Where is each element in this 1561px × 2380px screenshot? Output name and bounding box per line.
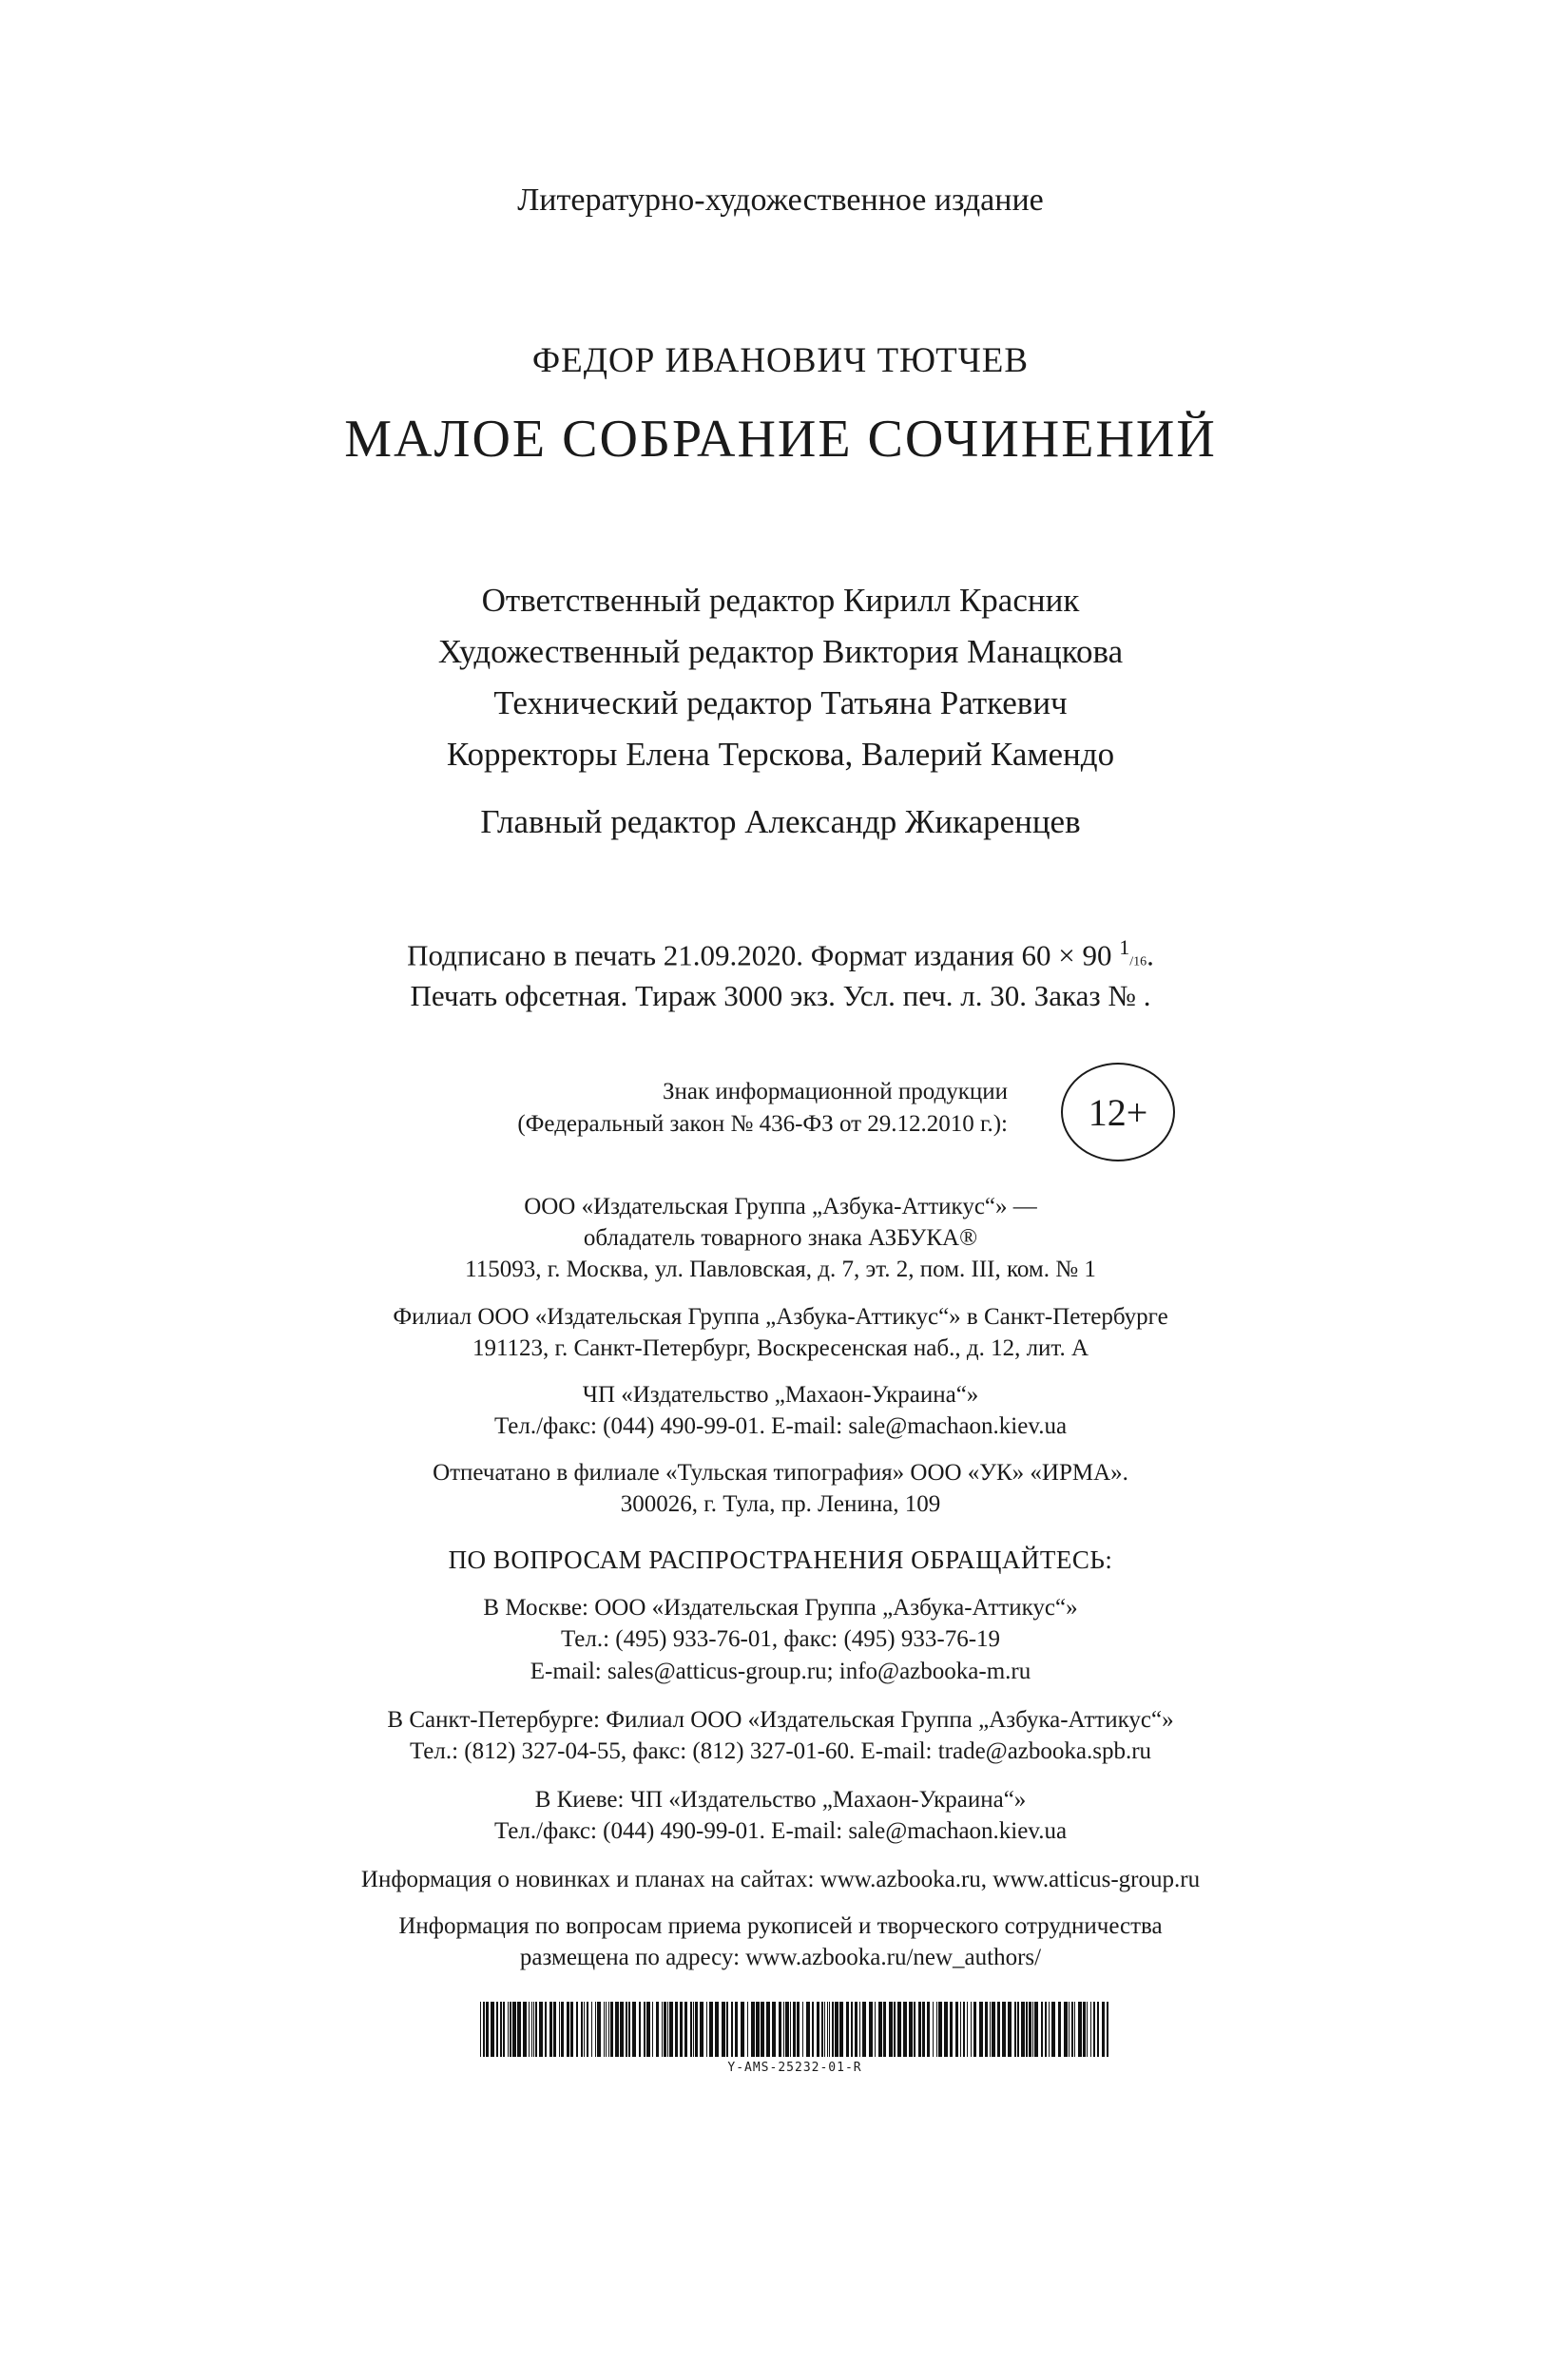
barcode-bar [914,2002,915,2057]
barcode-bar [684,2002,687,2057]
barcode-bar [997,2002,1000,2057]
barcode-bar [933,2002,934,2057]
format-fraction-denominator: /16 [1129,954,1147,969]
barcode-bar [918,2002,921,2057]
barcode-bar [576,2002,578,2057]
trademark-owner: обладатель товарного знака АЗБУКА® [583,1225,978,1251]
barcode-bar [664,2002,666,2057]
proofreaders: Корректоры Елена Терскова, Валерий Камендо [446,736,1115,773]
barcode-bar [1083,2002,1086,2057]
barcode-bar [756,2002,760,2057]
barcode-bar [486,2002,489,2057]
websites-info: Информация о новинках и планах на сайтах: www.azbooka.ru, www.atticus-group.ru [360,1867,1201,1892]
barcode-bar [1026,2002,1028,2057]
barcode-bar [620,2002,624,2057]
barcode-bar [1002,2002,1006,2057]
barcode-bar [517,2002,521,2057]
barcode-bar [903,2002,907,2057]
edition-genre: Литературно-художественное издание [517,182,1044,218]
manuscripts-info: Информация по вопросам приема рукописей и творческого сотрудничества [398,1913,1163,1939]
barcode-bar [1090,2002,1091,2057]
barcode-bar [741,2002,744,2057]
barcode-bar [992,2002,995,2057]
barcode-bar [529,2002,530,2057]
barcode-bar [632,2002,636,2057]
barcode-bar [1093,2002,1095,2057]
barcode-label: Y-AMS-25232-01-R [727,2061,862,2075]
age-rating-label-line2: (Федеральный закон № 436-ФЗ от 29.12.2010 г.): [517,1111,1008,1137]
barcode-bar [644,2002,646,2057]
barcode-bar [944,2002,948,2057]
barcode-bar [639,2002,641,2057]
art-editor: Художественный редактор Виктория Манацкова [437,633,1124,670]
barcode-bar [584,2002,585,2057]
barcode-bar [535,2002,537,2057]
barcode-bar [510,2002,511,2057]
age-rating-badge: 12+ [1061,1063,1175,1161]
barcode-bar [709,2002,713,2057]
print-details-line2: Печать офсетная. Тираж 3000 экз. Усл. печ. л. 30. Заказ № . [410,979,1151,1012]
barcode-bar [491,2002,494,2057]
barcode-bar [979,2002,983,2057]
barcode-bar [1087,2002,1088,2057]
kiev-publisher-name: ЧП «Издательство „Махаон-Украина“» [582,1382,979,1408]
author-name: ФЕДОР ИВАНОВИЧ ТЮТЧЕВ [531,341,1030,380]
barcode-bar [832,2002,834,2057]
barcode-bar [1078,2002,1082,2057]
spb-contacts: Тел.: (812) 327-04-55, факс: (812) 327-01-60. E-mail: trade@azbooka.spb.ru [409,1738,1152,1764]
barcode-bar [735,2002,738,2057]
barcode-bar [508,2002,509,2057]
barcode-bar [1102,2002,1105,2057]
barcode-bar [539,2002,543,2057]
barcode-bar [824,2002,825,2057]
spb-branch-address: 191123, г. Санкт-Петербург, Воскресенская наб., д. 12, лит. А [472,1335,1089,1361]
barcode-bar [779,2002,781,2057]
barcode-bar [909,2002,913,2057]
barcode-bar [793,2002,796,2057]
barcode-bar [1014,2002,1016,2057]
barcode-bar [1071,2002,1073,2057]
barcode-bar [483,2002,485,2057]
barcode-bar [1021,2002,1025,2057]
print-line1-end: . [1147,938,1154,972]
barcode-bar [500,2002,502,2057]
barcode-bar [604,2002,605,2057]
barcode-bar [897,2002,901,2057]
barcode-bar [955,2002,958,2057]
barcode-bar [628,2002,630,2057]
responsible-editor: Ответственный редактор Кирилл Красник [481,582,1080,619]
printing-house-address: 300026, г. Тула, пр. Ленина, 109 [620,1491,941,1517]
barcode-bar [549,2002,552,2057]
barcode-bar [545,2002,547,2057]
barcode-bar [1097,2002,1099,2057]
barcode-bar [967,2002,968,2057]
barcode-bar [862,2002,866,2057]
barcode-bar [1029,2002,1031,2057]
barcode-bar [869,2002,873,2057]
barcode-bar [726,2002,728,2057]
barcode-bar [1074,2002,1075,2057]
barcode-bar [606,2002,607,2057]
barcode-bar [851,2002,853,2057]
barcode-bar [802,2002,803,2057]
barcode-bar [821,2002,823,2057]
barcode-bar [922,2002,925,2057]
age-rating-label [399,1076,1008,1141]
barcode-bar [1058,2002,1061,2057]
barcode-bar [1064,2002,1068,2057]
barcode-bar [1051,2002,1055,2057]
publisher-address: 115093, г. Москва, ул. Павловская, д. 7, эт. 2, пом. III, ком. № 1 [465,1257,1096,1282]
barcode-bar [1107,2002,1108,2057]
barcode-bar [790,2002,791,2057]
barcode-bar [610,2002,613,2057]
barcode-bar [693,2002,694,2057]
barcode-bar [889,2002,893,2057]
barcode-bar [927,2002,930,2057]
print-details-line1 [0,935,1561,972]
spb-distributor: В Санкт-Петербурге: Филиал ООО «Издательская Группа „Азбука-Аттикус“» [387,1707,1174,1733]
barcode-bar [971,2002,972,2057]
print-signed-format: Подписано в печать 21.09.2020. Формат издания 60 × 90 [407,938,1120,972]
moscow-distributor: В Москве: ООО «Издательская Группа „Азбука-Аттикус“» [483,1595,1078,1621]
barcode-bar [817,2002,819,2057]
barcode-bar [706,2002,707,2057]
barcode-bar [772,2002,776,2057]
barcode-bar [829,2002,830,2057]
kiev-distributor: В Киеве: ЧП «Издательство „Махаон-Украина“» [534,1787,1027,1813]
barcode-bar [875,2002,876,2057]
barcode-bar [626,2002,627,2057]
barcode-bar [1034,2002,1038,2057]
barcode-bar [587,2002,588,2057]
barcode-bar [797,2002,800,2057]
barcode-bar [938,2002,942,2057]
barcode-bar [936,2002,937,2057]
barcode-bar [751,2002,755,2057]
barcode-bar [960,2002,961,2057]
barcode-bar [963,2002,965,2057]
barcode-bar [595,2002,596,2057]
barcode-bar [570,2002,573,2057]
barcode-bar [835,2002,838,2057]
barcode-bar [512,2002,516,2057]
barcode-bar [783,2002,784,2057]
barcode-bar [523,2002,527,2057]
barcode-bar [747,2002,748,2057]
barcode-bar [839,2002,843,2057]
chief-editor: Главный редактор Александр Жикаренцев [480,803,1081,840]
format-fraction-numerator: 1 [1119,935,1130,959]
barcode-bar [761,2002,764,2057]
kiev-contacts: Тел./факс: (044) 490-99-01. E-mail: sale@machaon.kiev.ua [493,1818,1068,1844]
moscow-phones: Тел.: (495) 933-76-01, факс: (495) 933-76-19 [560,1626,1001,1652]
spb-branch-name: Филиал ООО «Издательская Группа „Азбука-Аттикус“» в Санкт-Петербурге [393,1304,1168,1330]
barcode-bar [1017,2002,1019,2057]
barcode-bar [715,2002,719,2057]
barcode-bar [846,2002,849,2057]
barcode-bar [1045,2002,1047,2057]
book-title: МАЛОЕ СОБРАНИЕ СОЧИНЕНИЙ [344,410,1217,469]
barcode-bar [597,2002,601,2057]
barcode-bar [827,2002,828,2057]
age-rating-label-line1: Знак информационной продукции [662,1079,1008,1104]
barcode-bar [646,2002,650,2057]
barcode-bar [1049,2002,1050,2057]
barcode-bar [1032,2002,1033,2057]
barcode-bar [533,2002,534,2057]
barcode-bar [878,2002,882,2057]
barcode-bar [669,2002,673,2057]
barcode-bar [722,2002,725,2057]
technical-editor: Технический редактор Татьяна Раткевич [493,684,1068,721]
publisher-name: ООО «Издательская Группа „Азбука-Аттикус“» — [524,1194,1037,1219]
kiev-publisher-contacts: Тел./факс: (044) 490-99-01. E-mail: sale@machaon.kiev.ua [493,1413,1068,1439]
barcode-bar [973,2002,976,2057]
barcode-bar [553,2002,556,2057]
barcode-bar [859,2002,860,2057]
barcode-bar [656,2002,659,2057]
barcode-bar [503,2002,505,2057]
barcode-bar [690,2002,692,2057]
barcode-bar [531,2002,532,2057]
barcode-bar [675,2002,678,2057]
barcode-bar [695,2002,698,2057]
barcode-bar [806,2002,810,2057]
barcode-bar [581,2002,583,2057]
barcode-bar [1008,2002,1012,2057]
moscow-email: E-mail: sales@atticus-group.ru; info@azbooka-m.ru [530,1659,1031,1684]
barcode-bar [700,2002,703,2057]
barcode-bar [608,2002,609,2057]
barcode-bar [496,2002,498,2057]
barcode-bar [561,2002,564,2057]
barcode-bar [985,2002,988,2057]
barcode-bar [567,2002,569,2057]
barcode-bar [667,2002,668,2057]
barcode-bar [731,2002,733,2057]
barcode-bar [1041,2002,1043,2057]
barcode-bar [990,2002,991,2057]
barcode-bar [785,2002,789,2057]
barcode-bar [662,2002,663,2057]
manuscripts-url: размещена по адресу: www.azbooka.ru/new_authors/ [519,1945,1042,1970]
barcode-bar [766,2002,770,2057]
printing-house: Отпечатано в филиале «Тульская типография» ООО «УК» «ИРМА». [433,1460,1128,1486]
barcode-bar [812,2002,814,2057]
barcode-bar [559,2002,560,2057]
barcode-bar [1069,2002,1070,2057]
barcode-bar [894,2002,896,2057]
barcode-bar [883,2002,886,2057]
distribution-heading: ПО ВОПРОСАМ РАСПРОСТРАНЕНИЯ ОБРАЩАЙТЕСЬ: [448,1545,1113,1574]
barcode-bar [652,2002,653,2057]
barcode-bar [855,2002,858,2057]
barcode-image [480,2002,1109,2057]
barcode-bar [615,2002,619,2057]
barcode-bar [950,2002,953,2057]
barcode-bar [480,2002,481,2057]
barcode-bar [591,2002,592,2057]
barcode-bar [680,2002,683,2057]
